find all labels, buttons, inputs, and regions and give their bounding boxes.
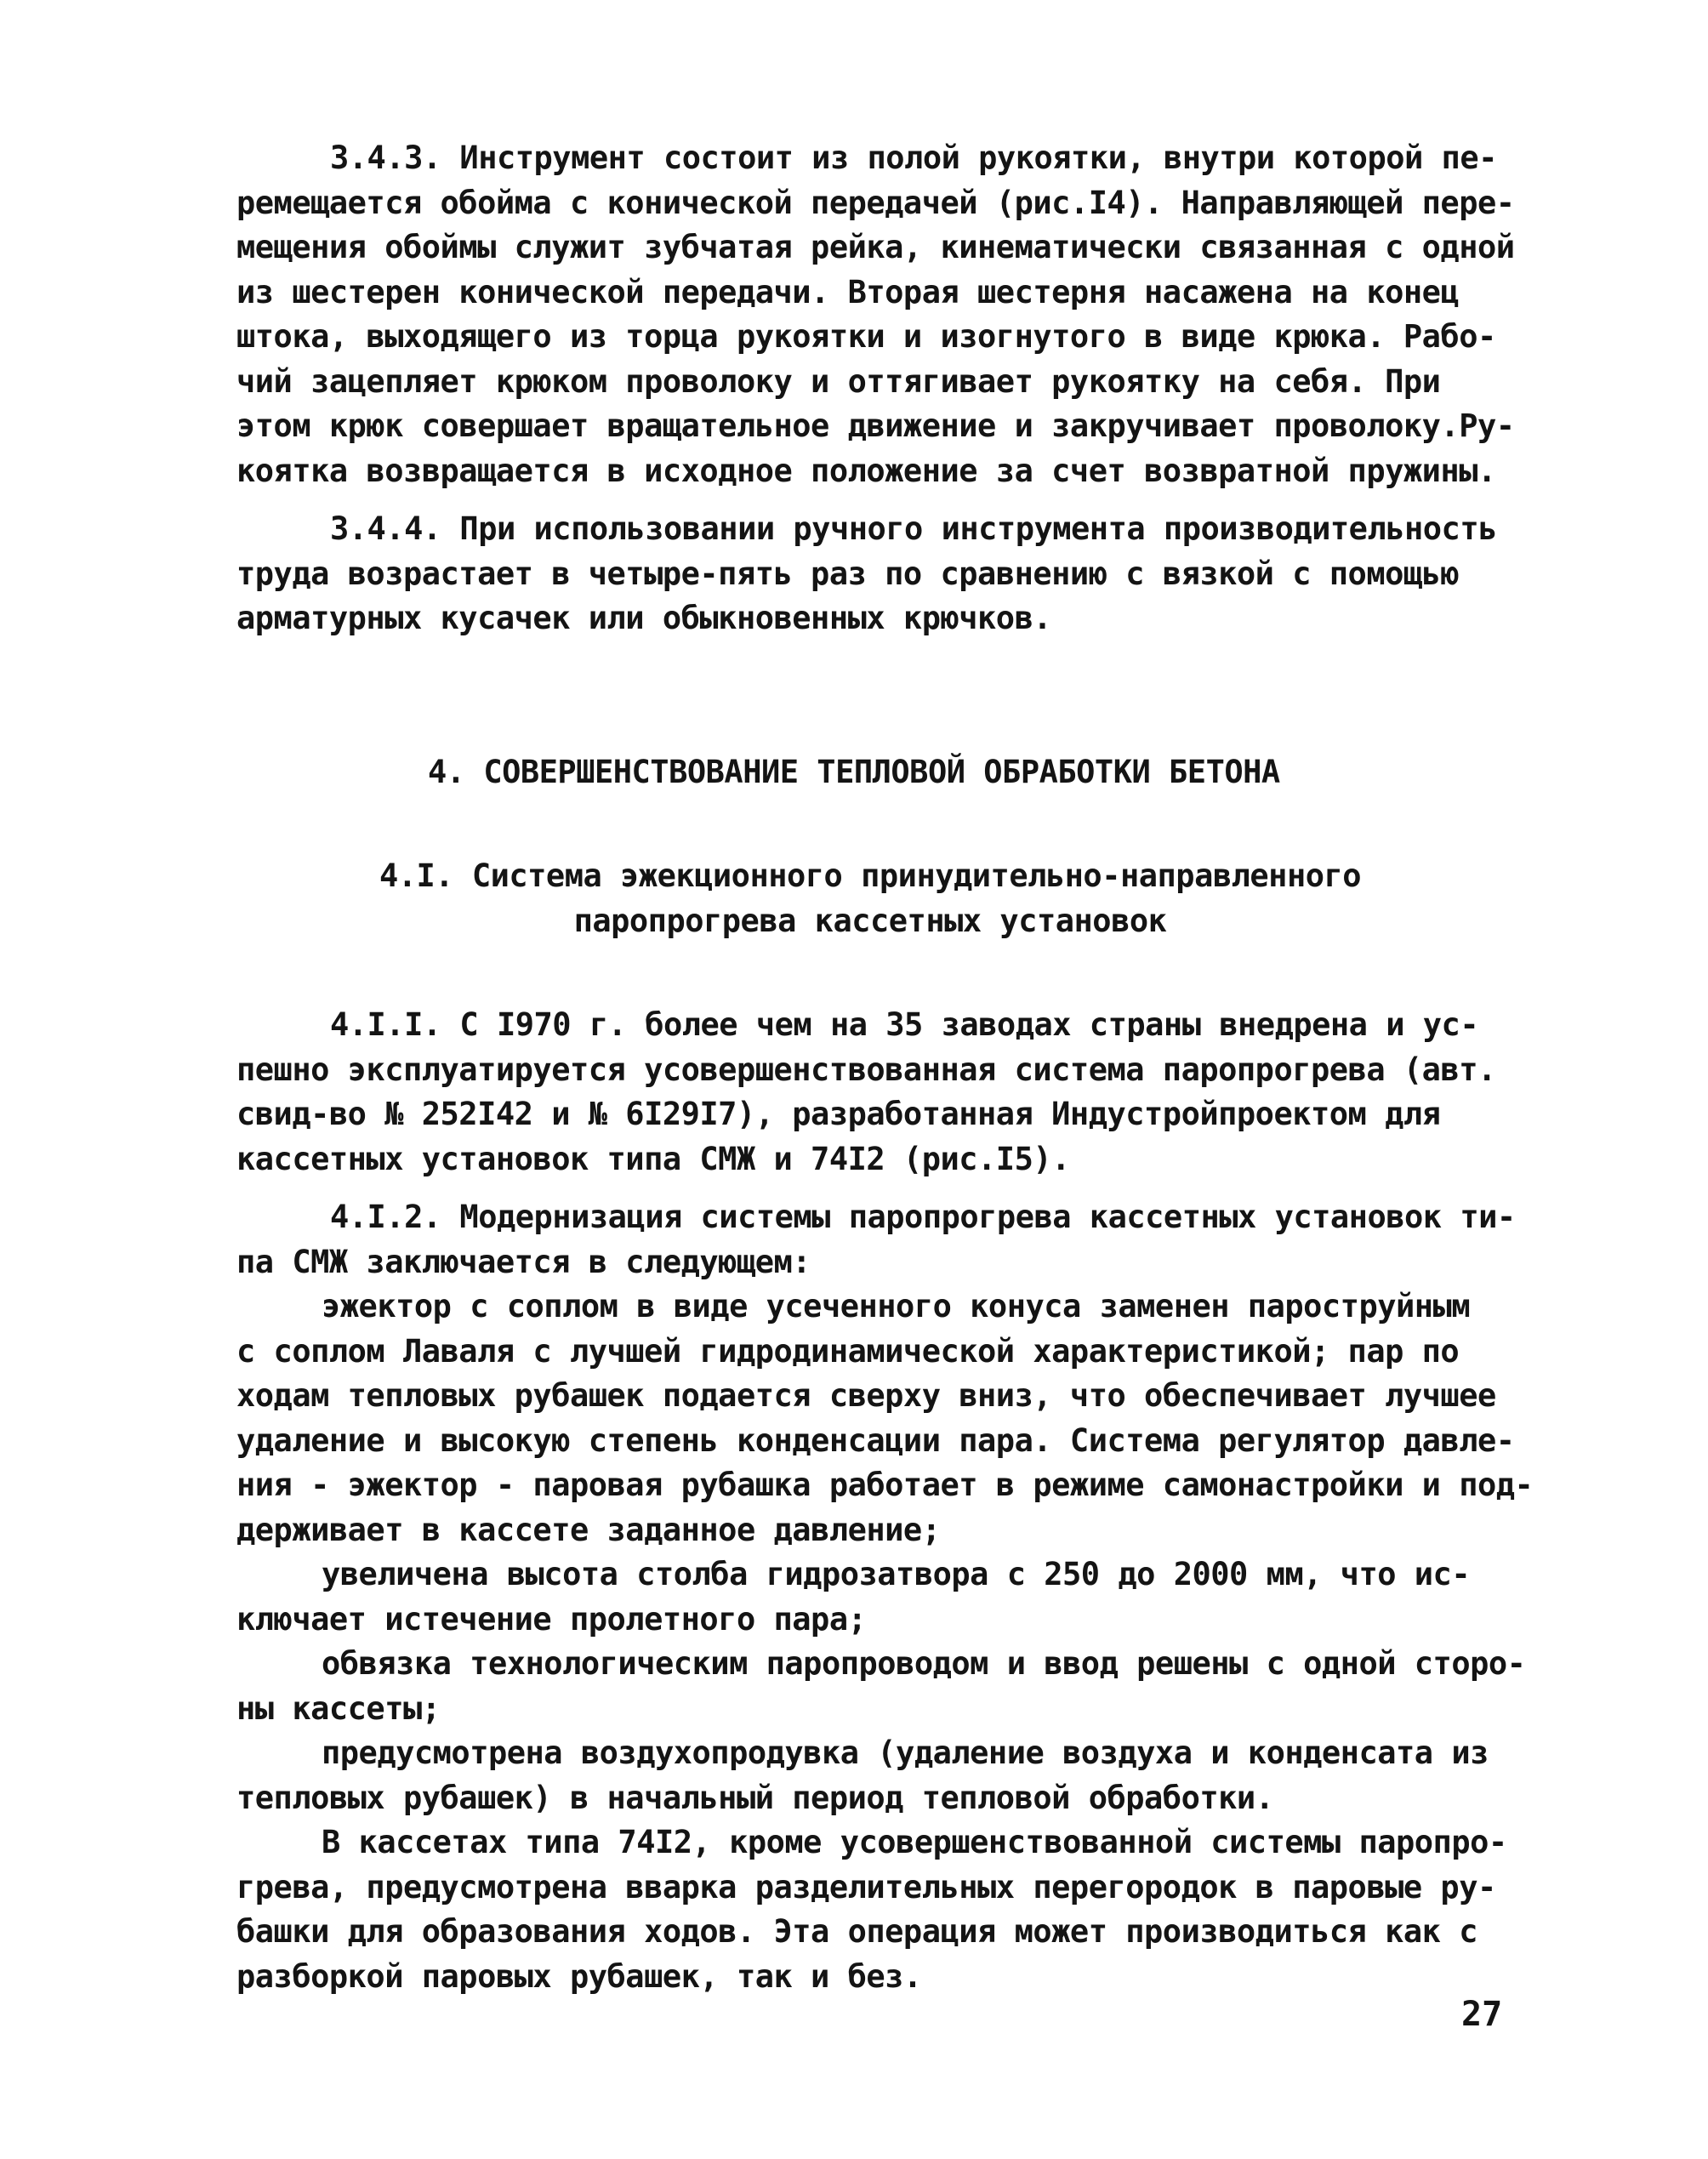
text-line: башки для образования ходов. Эта операция может производиться как с (236, 1913, 1477, 1950)
paragraph-3-4-4 (236, 507, 1512, 641)
text-line: тепловых рубашек) в начальный период тепловой обработки. (236, 1779, 1274, 1816)
text-line: 4.I.2. Модернизация системы паропрогрева кассетных установок ти- (330, 1199, 1516, 1235)
subsection-title (236, 854, 1512, 943)
subsection-title-line: 4.I. Система эжекционного принудительно-направленного (379, 857, 1362, 894)
subsection-title-line: паропрогрева кассетных установок (573, 902, 1167, 939)
list-item-height (236, 1552, 1512, 1642)
section-title: 4. СОВЕРШЕНСТВОВАНИЕ ТЕПЛОВОЙ ОБРАБОТКИ БЕТОНА (428, 753, 1280, 790)
paragraph-7412 (236, 1820, 1512, 1999)
text-line: чий зацепляет крюком проволоку и оттягивает рукоятку на себя. При (236, 362, 1441, 400)
text-line: 4.I.I. С I970 г. более чем на 35 заводах страны внедрена и ус- (330, 1006, 1479, 1043)
text-line: труда возрастает в четыре-пять раз по сравнению с вязкой с помощью (236, 555, 1460, 592)
text-line: мещения обоймы служит зубчатая рейка, кинематически связанная с одной (236, 229, 1515, 265)
text-line: ремещается обойма с конической передачей (рис.I4). Направляющей пере- (236, 184, 1515, 221)
text-line: 3.4.3. Инструмент состоит из полой рукоятки, внутри которой пе- (330, 140, 1497, 176)
text-line: увеличена высота столба гидрозатвора с 250 до 2000 мм, что ис- (322, 1556, 1471, 1592)
paragraph-4-1-2 (236, 1195, 1516, 1285)
text-line: коятка возвращается в исходное положение за счет возвратной пружины. (236, 452, 1496, 489)
text-line: 3.4.4. При использовании ручного инструмента производительность (330, 510, 1497, 547)
text-line: штока, выходящего из торца рукоятки и изогнутого в виде крюка. Рабо- (236, 318, 1496, 355)
text-line: этом крюк совершает вращательное движение и закручивает проволоку.Ру- (236, 407, 1515, 444)
text-line: пешно эксплуатируется усовершенствованная система паропрогрева (авт. (236, 1051, 1496, 1088)
list-item-ejector (236, 1285, 1534, 1552)
text-line: обвязка технологическим паропроводом и ввод решены с одной сторо- (322, 1645, 1526, 1682)
text-line: грева, предусмотрена вварка разделительных перегородок в паровые ру- (236, 1868, 1496, 1906)
text-line: эжектор с соплом в виде усеченного конуса заменен пароструйным (322, 1288, 1471, 1324)
text-line: свид-во № 252I42 и № 6I29I7), разработанная Индустройпроектом для (236, 1096, 1441, 1132)
text-line: ходам тепловых рубашек подается сверху вниз, что обеспечивает лучшее (236, 1377, 1496, 1414)
text-line: с соплом Лаваля с лучшей гидродинамической характеристикой; пар по (236, 1332, 1460, 1370)
text-line: держивает в кассете заданное давление; (236, 1511, 941, 1548)
page-number: 27 (1461, 1995, 1503, 2034)
list-item-air (236, 1731, 1512, 1820)
text-line: кассетных установок типа СМЖ и 74I2 (рис.I5). (236, 1140, 1070, 1177)
text-line: ны кассеты; (236, 1689, 441, 1727)
paragraph-4-1-1 (236, 1003, 1512, 1182)
text-line: из шестерен конической передачи. Вторая шестерня насажена на конец (236, 273, 1460, 310)
paragraph-3-4-3 (236, 136, 1515, 493)
list-item-piping (236, 1642, 1526, 1731)
text-line: разборкой паровых рубашек, так и без. (236, 1957, 922, 1995)
text-line: ния - эжектор - паровая рубашка работает в режиме самонастройки и под- (236, 1467, 1534, 1503)
text-line: ключает истечение пролетного пара; (236, 1600, 867, 1638)
text-line: арматурных кусачек или обыкновенных крючков. (236, 600, 1052, 636)
text-line: па СМЖ заключается в следующем: (236, 1243, 811, 1280)
document-page (236, 136, 1534, 1999)
text-line: предусмотрена воздухопродувка (удаление воздуха и конденсата из (322, 1735, 1489, 1771)
text-line: В кассетах типа 74I2, кроме усовершенствованной системы паропро- (322, 1824, 1507, 1860)
text-line: удаление и высокую степень конденсации пара. Система регулятор давле- (236, 1421, 1515, 1459)
